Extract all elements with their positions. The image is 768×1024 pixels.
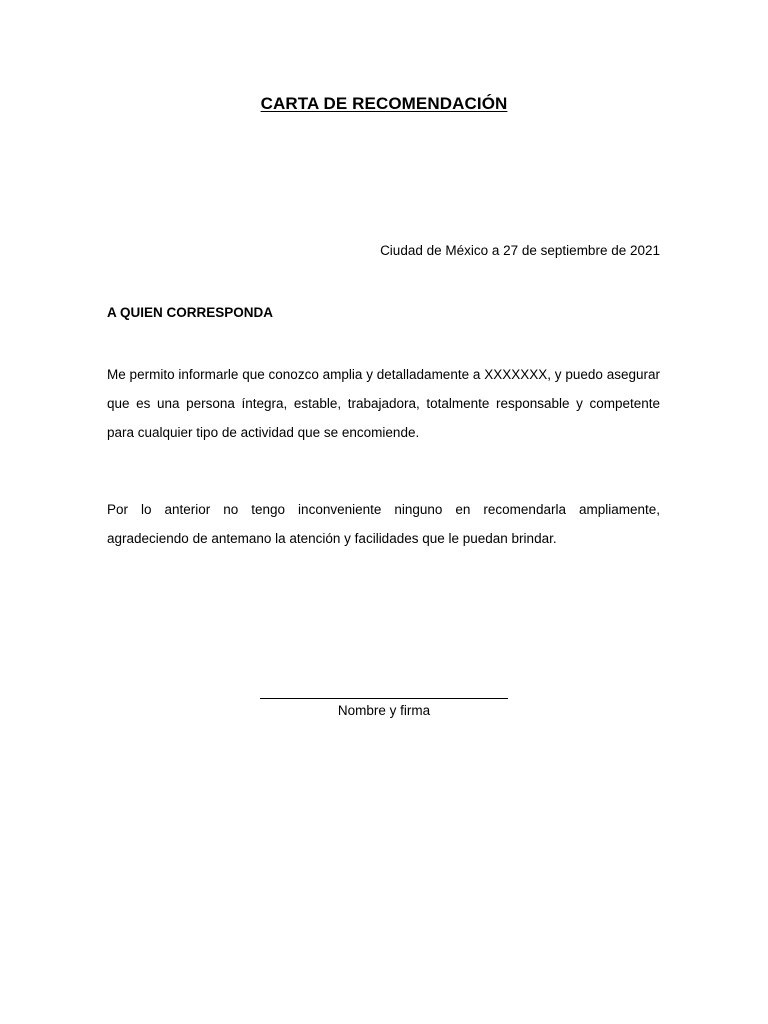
body-paragraph-2: Por lo anterior no tengo inconveniente ninguno en recomendarla ampliamente, agradeciendo de antemano la atención y facilidades que le puedan brindar.: [107, 502, 660, 546]
place-and-date: Ciudad de México a 27 de septiembre de 2021: [380, 243, 660, 258]
letter-title: CARTA DE RECOMENDACIÓN: [260, 94, 508, 113]
signature-label: Nombre y firma: [337, 703, 431, 718]
salutation: A QUIEN CORRESPONDA: [107, 305, 274, 320]
signature-line: [260, 698, 508, 699]
body-paragraph-1: Me permito informarle que conozco amplia y detalladamente a XXXXXXX, y puedo asegurar que es una persona íntegra, estable, trabajadora, totalmente responsable y competente para cualquier tipo de actividad que se encomiende.: [107, 367, 660, 440]
